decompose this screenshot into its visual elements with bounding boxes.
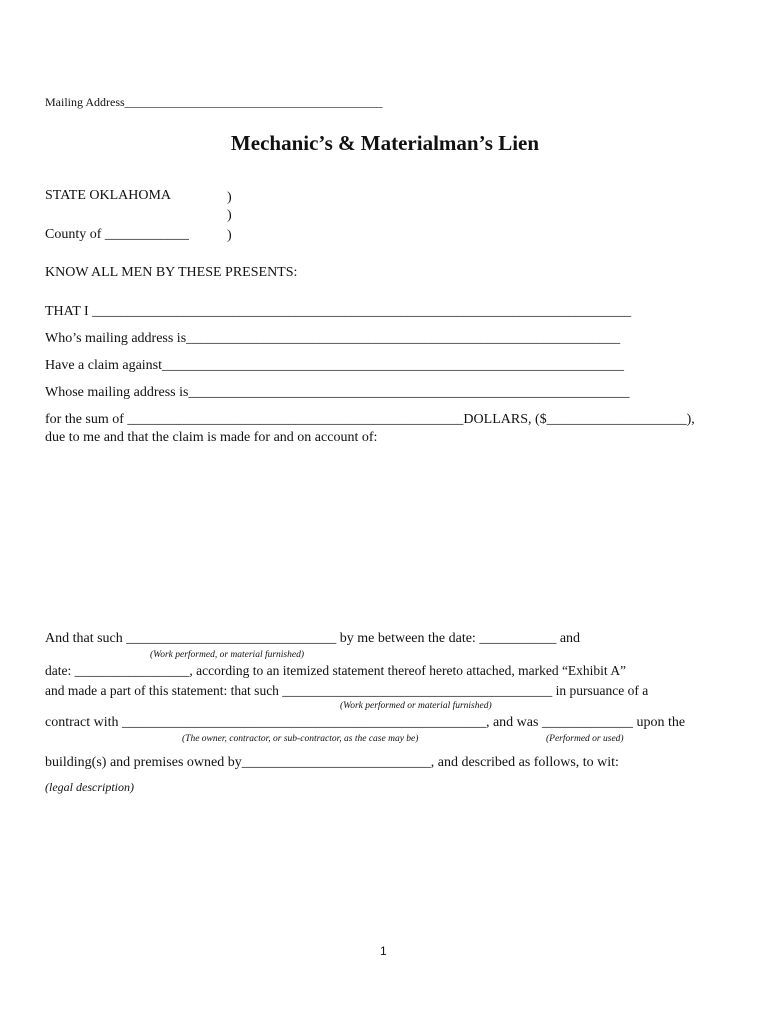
venue-county: County of ____________	[45, 227, 189, 242]
debtor-mailing-line: Whose mailing address is_______________________________________________________________	[45, 385, 630, 400]
claimant-line: THAT I _____________________________________________________________________________	[45, 304, 632, 319]
pursuance-line: and made a part of this statement: that such ________________________________________ in pursuance of a	[45, 683, 649, 698]
venue-state: STATE OKLAHOMA	[45, 188, 172, 203]
owner-caption: (The owner, contractor, or sub-contractor, as the case may be)	[182, 734, 419, 744]
claim-against-line: Have a claim against__________________________________________________________________	[45, 358, 625, 373]
work-caption: (Work performed, or material furnished)	[150, 650, 305, 660]
claimant-mailing-line: Who’s mailing address is______________________________________________________________	[45, 331, 621, 346]
work-dates-line: And that such ______________________________ by me between the date: ___________ and	[45, 631, 581, 646]
page-title: Mechanic’s & Materialman’s Lien	[230, 131, 540, 155]
venue-paren: )	[227, 228, 232, 243]
legal-description-label: (legal description)	[45, 780, 134, 794]
venue-paren: )	[227, 208, 232, 223]
exhibit-line: date: _________________, according to an itemized statement thereof hereto attached, marked “Exhibit A”	[45, 663, 627, 678]
sum-line: for the sum of ________________________________________________DOLLARS, ($____________________),	[45, 412, 695, 427]
venue-paren: )	[227, 190, 232, 205]
mailing-address-line: Mailing Address___________________________________________	[45, 95, 383, 109]
preamble: KNOW ALL MEN BY THESE PRESENTS:	[45, 265, 298, 280]
work-caption: (Work performed or material furnished)	[340, 701, 492, 711]
account-of-line: due to me and that the claim is made for and on account of:	[45, 430, 378, 445]
premises-line: building(s) and premises owned by___________________________, and described as follows, to wit:	[45, 755, 619, 770]
contract-line: contract with ____________________________________________________, and was _____________ upon the	[45, 715, 686, 730]
page-number: 1	[380, 944, 387, 958]
performed-caption: (Performed or used)	[546, 734, 624, 744]
